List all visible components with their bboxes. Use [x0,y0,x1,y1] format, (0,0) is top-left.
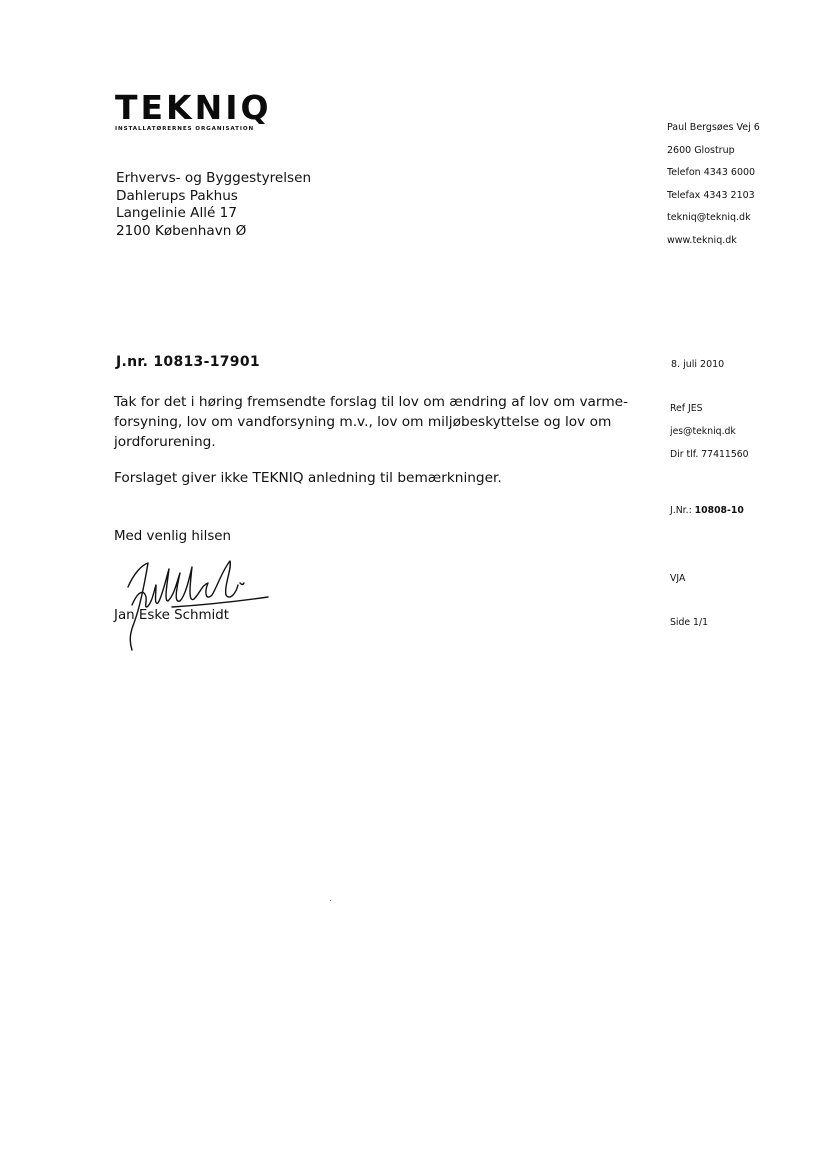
body-line-2: forsyning, lov om vandforsyning m.v., lov om miljøbeskyttelse og lov om [114,414,612,430]
initials: VJA [670,573,686,584]
jnr-label: J.Nr.: [670,505,695,516]
journal-number: J.nr. 10813-17901 [116,354,260,370]
recipient-line-4: 2100 København Ø [116,222,247,239]
jnr-value: 10808-10 [694,505,744,516]
sender-website: www.tekniq.dk [667,234,737,246]
sender-address-city: 2600 Glostrup [667,144,735,156]
body-paragraph-1 [114,392,634,452]
logo-wordmark: TEKNIQ [115,88,272,127]
sender-phone: Telefon 4343 6000 [667,167,756,178]
body-line-1: Tak for det i høring fremsendte forslag til lov om ændring af lov om varme- [114,394,629,410]
internal-journal-number [670,505,744,516]
handwritten-signature [112,545,272,655]
sender-email: tekniq@tekniq.dk [667,212,751,223]
recipient-address [116,170,311,240]
sender-contact-block [667,117,760,252]
logo-subtitle: INSTALLATØRERNES ORGANISATION [115,126,255,132]
sender-direct-phone: Dir tlf. 77411560 [670,449,749,460]
signer-name: Jan Eske Schmidt [114,608,229,623]
tekniq-logo [115,88,315,132]
page-number: Side 1/1 [670,617,709,628]
letter-date: 8. juli 2010 [671,359,725,370]
sender-fax: Telefax 4343 2103 [667,189,755,201]
recipient-line-3: Langelinie Allé 17 [116,205,237,221]
sender-direct-email: jes@tekniq.dk [670,426,736,437]
recipient-line-2: Dahlerups Pakhus [116,187,238,204]
body-paragraph-2: Forslaget giver ikke TEKNIQ anledning til bemærkninger. [114,470,502,486]
reference: Ref JES [670,403,703,414]
body-line-3: jordforurening. [114,434,216,450]
sender-address-street: Paul Bergsøes Vej 6 [667,122,760,133]
recipient-line-1: Erhvervs- og Byggestyrelsen [116,170,312,186]
scan-speck [330,900,331,901]
closing-greeting: Med venlig hilsen [114,529,232,544]
